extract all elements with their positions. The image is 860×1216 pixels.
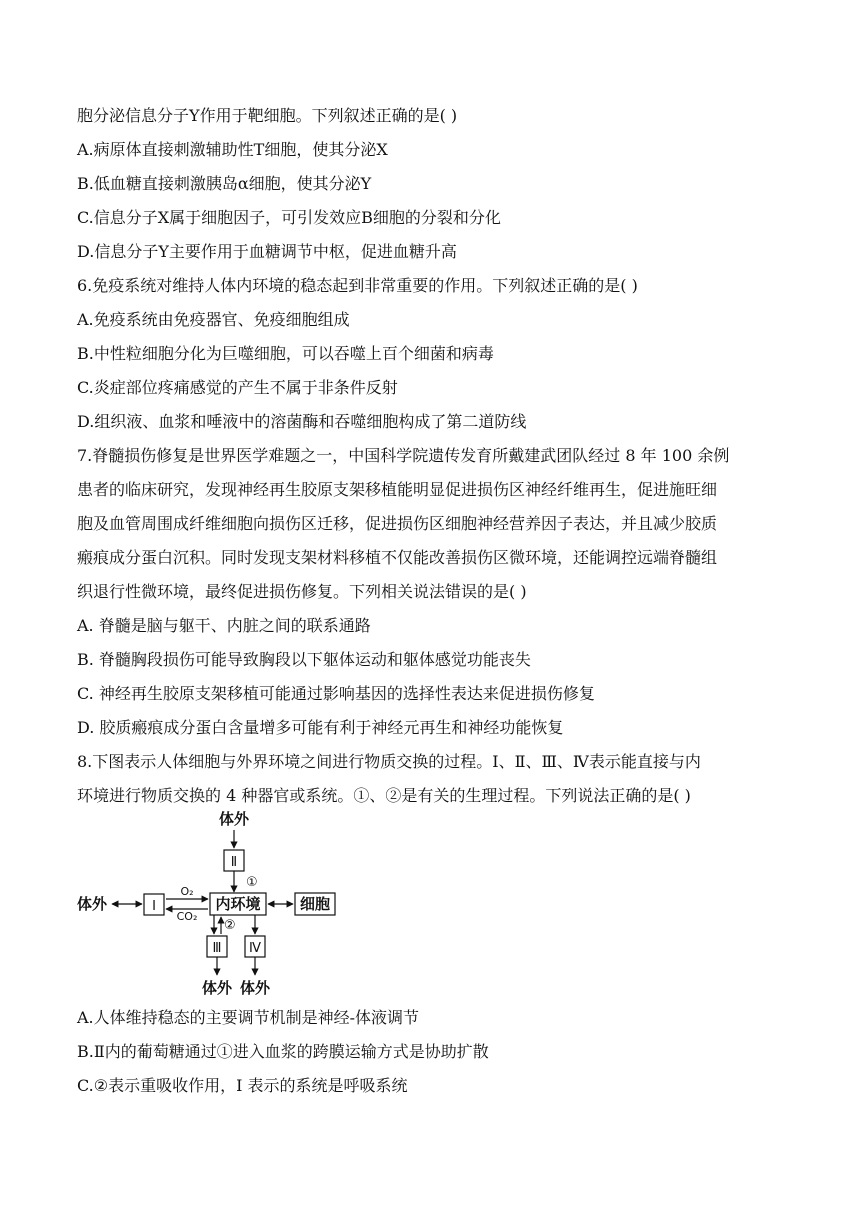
option-c: C.炎症部位疼痛感觉的产生不属于非条件反射 — [77, 378, 398, 397]
question-7-stem: 7.脊髓损伤修复是世界医学难题之一，中国科学院遗传发育所戴建武团队经过 8 年 100 余例 — [77, 446, 730, 465]
co2-label: CO₂ — [176, 910, 198, 923]
question-6-stem: 6.免疫系统对维持人体内环境的稳态起到非常重要的作用。下列叙述正确的是( ) — [77, 276, 638, 295]
box-i-label: Ⅰ — [152, 899, 156, 914]
outside-bottom-right-label: 体外 — [239, 979, 271, 997]
box-iii-label: Ⅲ — [212, 941, 222, 956]
question-8-stem: 8.下图表示人体细胞与外界环境之间进行物质交换的过程。Ⅰ、Ⅱ、Ⅲ、Ⅳ表示能直接与内 — [77, 752, 701, 771]
option-a: A.免疫系统由免疫器官、免疫细胞组成 — [77, 310, 350, 329]
box-iv-label: Ⅳ — [249, 941, 261, 956]
question-7-stem: 瘢痕成分蛋白沉积。同时发现支架材料移植不仅能改善损伤区微环境，还能调控远端脊髓组 — [77, 548, 718, 567]
option-b: B.Ⅱ内的葡萄糖通过①进入血浆的跨膜运输方式是协助扩散 — [77, 1042, 489, 1061]
option-b: B.中性粒细胞分化为巨噬细胞，可以吞噬上百个细菌和病毒 — [77, 344, 494, 363]
option-d: D.组织液、血浆和唾液中的溶菌酶和吞噬细胞构成了第二道防线 — [77, 412, 527, 431]
question-7-stem: 织退行性微环境，最终促进损伤修复。下列相关说法错误的是( ) — [77, 582, 527, 601]
option-c: C.②表示重吸收作用，I 表示的系统是呼吸系统 — [77, 1076, 408, 1095]
internal-environment-label: 内环境 — [215, 895, 261, 913]
option-a: A. 脊髓是脑与躯干、内脏之间的联系通路 — [77, 616, 371, 635]
option-a: A.人体维持稳态的主要调节机制是神经-体液调节 — [77, 1008, 420, 1027]
outside-top-label: 体外 — [218, 810, 250, 828]
exchange-diagram — [74, 808, 354, 1000]
cell-label: 细胞 — [299, 895, 331, 913]
option-c: C.信息分子X属于细胞因子，可引发效应B细胞的分裂和分化 — [77, 208, 501, 227]
option-b: B.低血糖直接刺激胰岛α细胞，使其分泌Y — [77, 174, 372, 193]
option-d: D.信息分子Y主要作用于血糖调节中枢，促进血糖升高 — [77, 242, 457, 261]
option-d: D. 胶质瘢痕成分蛋白含量增多可能有利于神经元再生和神经功能恢复 — [77, 718, 564, 737]
option-b: B. 脊髓胸段损伤可能导致胸段以下躯体运动和躯体感觉功能丧失 — [77, 650, 531, 669]
option-a: A.病原体直接刺激辅助性T细胞，使其分泌X — [77, 140, 388, 159]
question-7-stem: 患者的临床研究，发现神经再生胶原支架移植能明显促进损伤区神经纤维再生，促进施旺细 — [77, 480, 718, 499]
option-c: C. 神经再生胶原支架移植可能通过影响基因的选择性表达来促进损伤修复 — [77, 684, 595, 703]
process-1-label: ① — [246, 875, 258, 890]
outside-left-label: 体外 — [77, 895, 108, 913]
box-ii-label: Ⅱ — [230, 855, 238, 870]
outside-bottom-left-label: 体外 — [201, 979, 233, 997]
text-line: 胞分泌信息分子Y作用于靶细胞。下列叙述正确的是( ) — [77, 106, 458, 125]
process-2-label: ② — [224, 918, 236, 933]
question-7-stem: 胞及血管周围成纤维细胞向损伤区迁移，促进损伤区细胞神经营养因子表达，并且减少胶质 — [77, 514, 718, 533]
o2-label: O₂ — [180, 885, 194, 898]
question-8-stem: 环境进行物质交换的 4 种器官或系统。①、②是有关的生理过程。下列说法正确的是( ) — [77, 786, 691, 805]
